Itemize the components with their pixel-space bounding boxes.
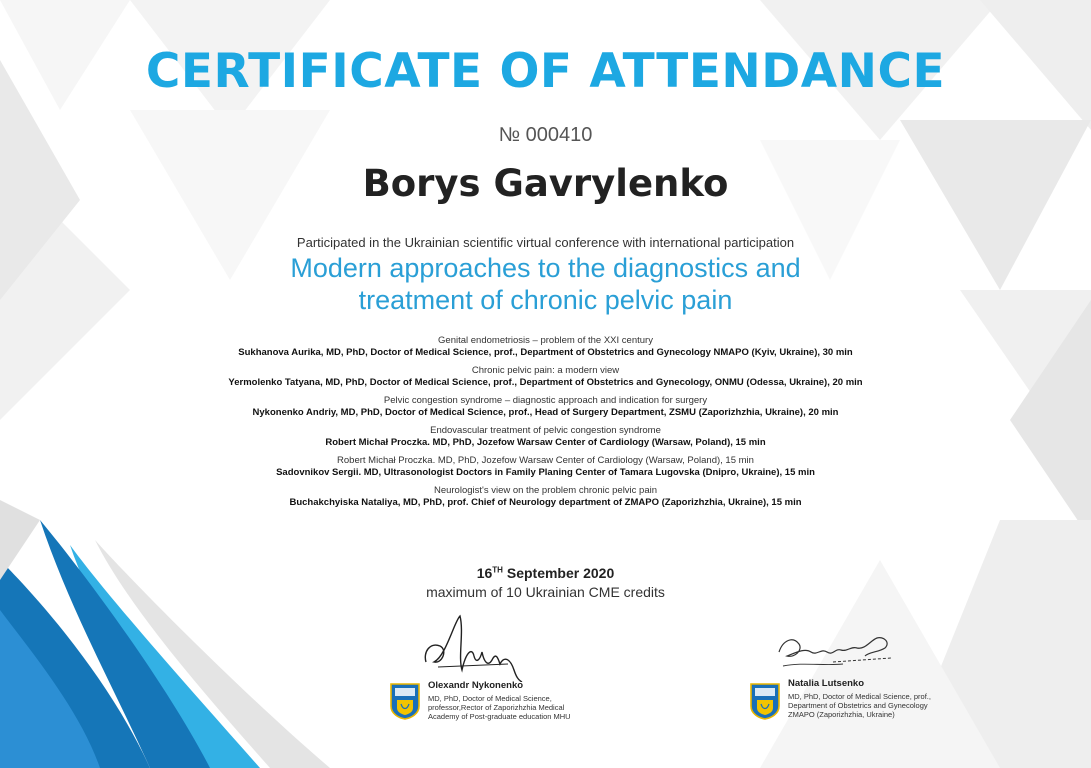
- signer-name: Natalia Lutsenko: [788, 678, 865, 689]
- talk-topic: Endovascular treatment of pelvic congestion syndrome: [430, 425, 661, 436]
- academy-emblem-icon: [749, 682, 781, 720]
- date-day: 16: [476, 565, 493, 581]
- signature: [773, 622, 903, 672]
- signature: [418, 612, 528, 682]
- list-item: [0, 455, 1091, 479]
- signer-name: Olexandr Nykonenko: [428, 680, 524, 691]
- conference-title-line: Modern approaches to the diagnostics and: [290, 253, 801, 283]
- talk-topic: Neurologist's view on the problem chronic pelvic pain: [433, 485, 658, 496]
- certificate-number: № 000410: [498, 124, 593, 146]
- recipient-name: Borys Gavrylenko: [362, 162, 729, 205]
- talk-speaker: Yermolenko Tatyana, MD, PhD, Doctor of Medical Science, prof., Department of Obstetrics and Gynecology, ONMU (Odessa, Ukraine), 20 min: [228, 377, 863, 388]
- list-item: [0, 485, 1091, 509]
- talk-speaker: Sadovnikov Sergii. MD, Ultrasonologist Doctors in Family Planing Center of Tamara Lugovska (Dnipro, Ukraine), 15 min: [276, 467, 815, 478]
- talk-topic: Pelvic congestion syndrome – diagnostic approach and indication for surgery: [383, 395, 708, 406]
- conference-title: [0, 252, 1091, 316]
- list-item: [0, 425, 1091, 449]
- talk-topic: Robert Michał Proczka. MD, PhD, Jozefow Warsaw Center of Cardiology (Warsaw, Poland), 15 min: [337, 455, 754, 466]
- conference-title-line: treatment of chronic pelvic pain: [358, 285, 733, 315]
- list-item: [0, 365, 1091, 389]
- signer-block: [748, 622, 988, 732]
- talk-speaker: Sukhanova Aurika, MD, PhD, Doctor of Medical Science, prof., Department of Obstetrics and Gynecology NMAPO (Kyiv, Ukraine), 30 min: [238, 347, 853, 358]
- cme-credits: maximum of 10 Ukrainian CME credits: [426, 584, 665, 600]
- date-month-year: September 2020: [502, 565, 615, 581]
- list-item: [0, 335, 1091, 359]
- talk-speaker: Buchakchyiska Nataliya, MD, PhD, prof. Chief of Neurology department of ZMAPO (Zaporizhzhia, Ukraine), 15 min: [289, 497, 802, 508]
- signer-credentials: MD, PhD, Doctor of Medical Science, professor,Rector of Zaporizhzhia Medical Academy of Post-graduate education MHU: [428, 694, 571, 721]
- list-item: [0, 395, 1091, 419]
- event-date: [0, 565, 1091, 581]
- date-suffix: TH: [492, 565, 503, 575]
- talk-topic: Genital endometriosis – problem of the XXI century: [438, 335, 653, 346]
- signer-block: [388, 612, 628, 732]
- talk-topic: Chronic pelvic pain: a modern view: [471, 365, 620, 376]
- academy-emblem-icon: [389, 682, 421, 720]
- talk-speaker: Nykonenko Andriy, MD, PhD, Doctor of Medical Science, prof., Head of Surgery Department, ZSMU (Zaporizhzhia, Ukraine), 20 min: [252, 407, 839, 418]
- talk-speaker: Robert Michał Proczka. MD, PhD, Jozefow Warsaw Center of Cardiology (Warsaw, Poland), 15 min: [325, 437, 766, 448]
- participation-statement: Participated in the Ukrainian scientific virtual conference with international participation: [296, 235, 795, 250]
- talks-list: [0, 335, 1091, 515]
- signer-credentials: MD, PhD, Doctor of Medical Science, prof., Department of Obstetrics and Gynecology ZMAPO (Zaporizhzhia, Ukraine): [788, 692, 931, 719]
- certificate-title: CERTIFICATE OF ATTENDANCE: [145, 44, 946, 99]
